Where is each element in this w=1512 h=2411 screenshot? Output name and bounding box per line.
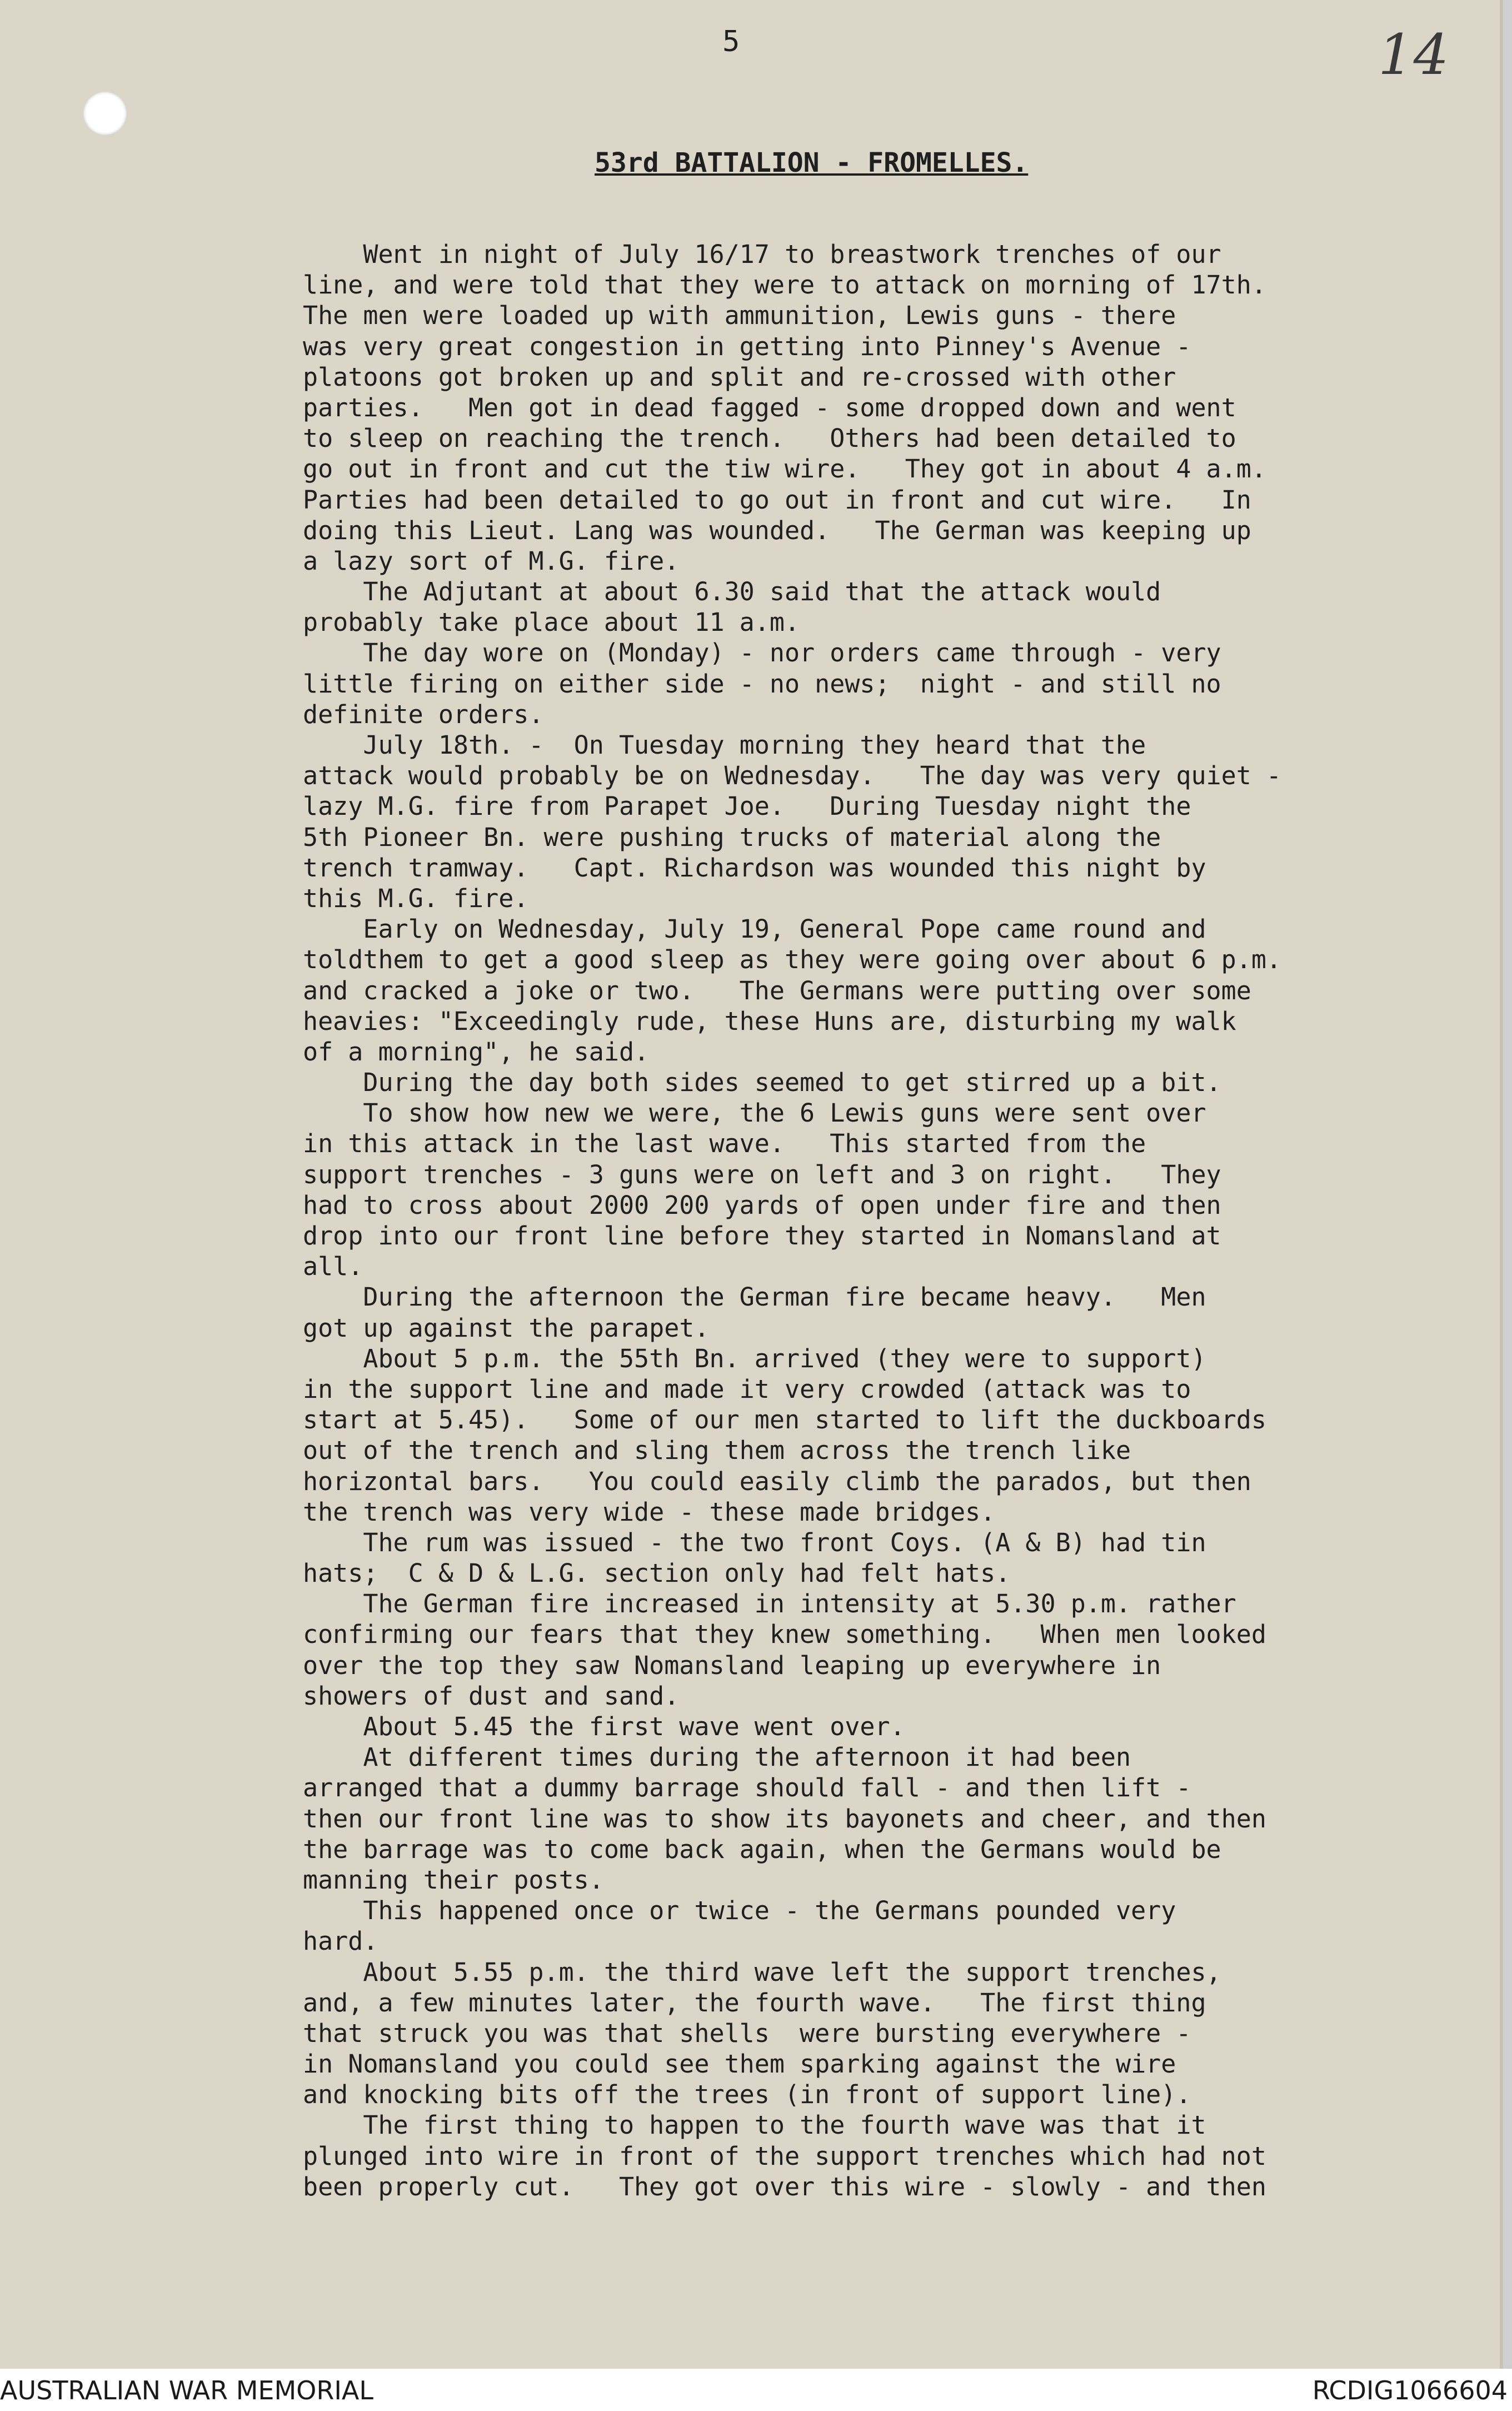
text-line: in this attack in the last wave. This started from the — [303, 1129, 1146, 1159]
text-line: This happened once or twice - the Germans pounded very — [303, 1896, 1176, 1926]
text-line: Parties had been detailed to go out in front and cut wire. In — [303, 485, 1251, 515]
text-line: plunged into wire in front of the support trenches which had not — [303, 2141, 1266, 2171]
text-line: hard. — [303, 1926, 378, 1956]
text-line: During the afternoon the German fire became heavy. Men — [303, 1282, 1206, 1312]
text-line: probably take place about 11 a.m. — [303, 607, 800, 637]
text-line: go out in front and cut the tiw wire. They got in about 4 a.m. — [303, 454, 1266, 484]
typed-body-text — [303, 239, 1498, 2202]
footer-institution: AUSTRALIAN WAR MEMORIAL — [0, 2375, 373, 2405]
text-line: had to cross about 2000 200 yards of open under fire and then — [303, 1190, 1221, 1220]
text-line: support trenches - 3 guns were on left and 3 on right. They — [303, 1159, 1221, 1189]
text-line: lazy M.G. fire from Parapet Joe. During Tuesday night the — [303, 791, 1191, 821]
text-line: and cracked a joke or two. The Germans were putting over some — [303, 975, 1251, 1005]
text-line: line, and were told that they were to attack on morning of 17th. — [303, 270, 1266, 300]
text-line: doing this Lieut. Lang was wounded. The German was keeping up — [303, 515, 1251, 545]
text-line: At different times during the afternoon it had been — [303, 1742, 1131, 1772]
text-line: attack would probably be on Wednesday. The day was very quiet - — [303, 761, 1281, 791]
text-line: The first thing to happen to the fourth wave was that it — [303, 2110, 1206, 2140]
text-line: got up against the parapet. — [303, 1313, 710, 1343]
text-line: drop into our front line before they started in Nomansland at — [303, 1221, 1221, 1251]
text-line: parties. Men got in dead fagged - some dropped down and went — [303, 392, 1236, 422]
text-line: The day wore on (Monday) - nor orders came through - very — [303, 638, 1221, 668]
text-line: of a morning", he said. — [303, 1037, 650, 1067]
text-line: trench tramway. Capt. Richardson was wounded this night by — [303, 853, 1206, 883]
text-line: start at 5.45). Some of our men started to lift the duckboards — [303, 1405, 1266, 1435]
text-line: definite orders. — [303, 699, 544, 729]
text-line: and, a few minutes later, the fourth wave. The first thing — [303, 1987, 1206, 2018]
text-line: was very great congestion in getting into Pinney's Avenue - — [303, 331, 1191, 361]
text-line: this M.G. fire. — [303, 883, 529, 913]
text-line: the trench was very wide - these made bridges. — [303, 1497, 996, 1527]
page-number: 5 — [722, 25, 740, 58]
text-line: and knocking bits off the trees (in front of support line). — [303, 2080, 1191, 2110]
text-line: The Adjutant at about 6.30 said that the attack would — [303, 577, 1161, 607]
text-line: to sleep on reaching the trench. Others had been detailed to — [303, 424, 1236, 454]
text-line: in the support line and made it very crowded (attack was to — [303, 1374, 1191, 1404]
text-line: Early on Wednesday, July 19, General Pope came round and — [303, 914, 1206, 944]
punch-hole — [83, 92, 127, 135]
text-line: all. — [303, 1252, 363, 1282]
text-line: July 18th. - On Tuesday morning they heard that the — [303, 730, 1146, 760]
document-heading: 53rd BATTALION - FROMELLES. — [595, 147, 1029, 178]
text-line: 5th Pioneer Bn. were pushing trucks of material along the — [303, 822, 1161, 852]
text-line: in Nomansland you could see them sparking against the wire — [303, 2049, 1176, 2079]
text-line: The men were loaded up with ammunition, Lewis guns - there — [303, 301, 1176, 331]
text-line: To show how new we were, the 6 Lewis guns were sent over — [303, 1098, 1206, 1128]
footer-record-id: RCDIG1066604 — [1312, 2375, 1508, 2405]
text-line: that struck you was that shells were bursting everywhere - — [303, 2018, 1191, 2048]
text-line: showers of dust and sand. — [303, 1681, 680, 1711]
text-line: hats; C & D & L.G. section only had felt hats. — [303, 1558, 1011, 1588]
text-line: manning their posts. — [303, 1865, 604, 1895]
text-line: little firing on either side - no news; night - and still no — [303, 669, 1221, 699]
text-line: arranged that a dummy barrage should fall - and then lift - — [303, 1773, 1191, 1803]
text-line: over the top they saw Nomansland leaping up everywhere in — [303, 1650, 1161, 1680]
text-line: heavies: "Exceedingly rude, these Huns are, disturbing my walk — [303, 1006, 1236, 1036]
text-line: out of the trench and sling them across the trench like — [303, 1436, 1131, 1466]
text-line: During the day both sides seemed to get stirred up a bit. — [303, 1068, 1221, 1098]
text-line: a lazy sort of M.G. fire. — [303, 546, 680, 576]
text-line: the barrage was to come back again, when the Germans would be — [303, 1834, 1221, 1864]
text-line: horizontal bars. You could easily climb the parados, but then — [303, 1466, 1251, 1496]
text-line: toldthem to get a good sleep as they were going over about 6 p.m. — [303, 945, 1281, 975]
text-line: platoons got broken up and split and re-crossed with other — [303, 362, 1176, 392]
text-line: About 5.55 p.m. the third wave left the support trenches, — [303, 1957, 1221, 1987]
text-line: The German fire increased in intensity at 5.30 p.m. rather — [303, 1589, 1236, 1619]
text-line: About 5.45 the first wave went over. — [303, 1712, 905, 1741]
text-line: been properly cut. They got over this wire - slowly - and then — [303, 2171, 1266, 2201]
text-line: then our front line was to show its bayonets and cheer, and then — [303, 1804, 1266, 1834]
text-line: The rum was issued - the two front Coys. (A & B) had tin — [303, 1527, 1206, 1557]
paper-edge — [1503, 0, 1512, 2369]
folio-number: 14 — [1378, 22, 1449, 87]
text-line: confirming our fears that they knew something. When men looked — [303, 1620, 1266, 1650]
text-line: About 5 p.m. the 55th Bn. arrived (they were to support) — [303, 1343, 1206, 1373]
text-line: Went in night of July 16/17 to breastwork trenches of our — [303, 240, 1221, 269]
